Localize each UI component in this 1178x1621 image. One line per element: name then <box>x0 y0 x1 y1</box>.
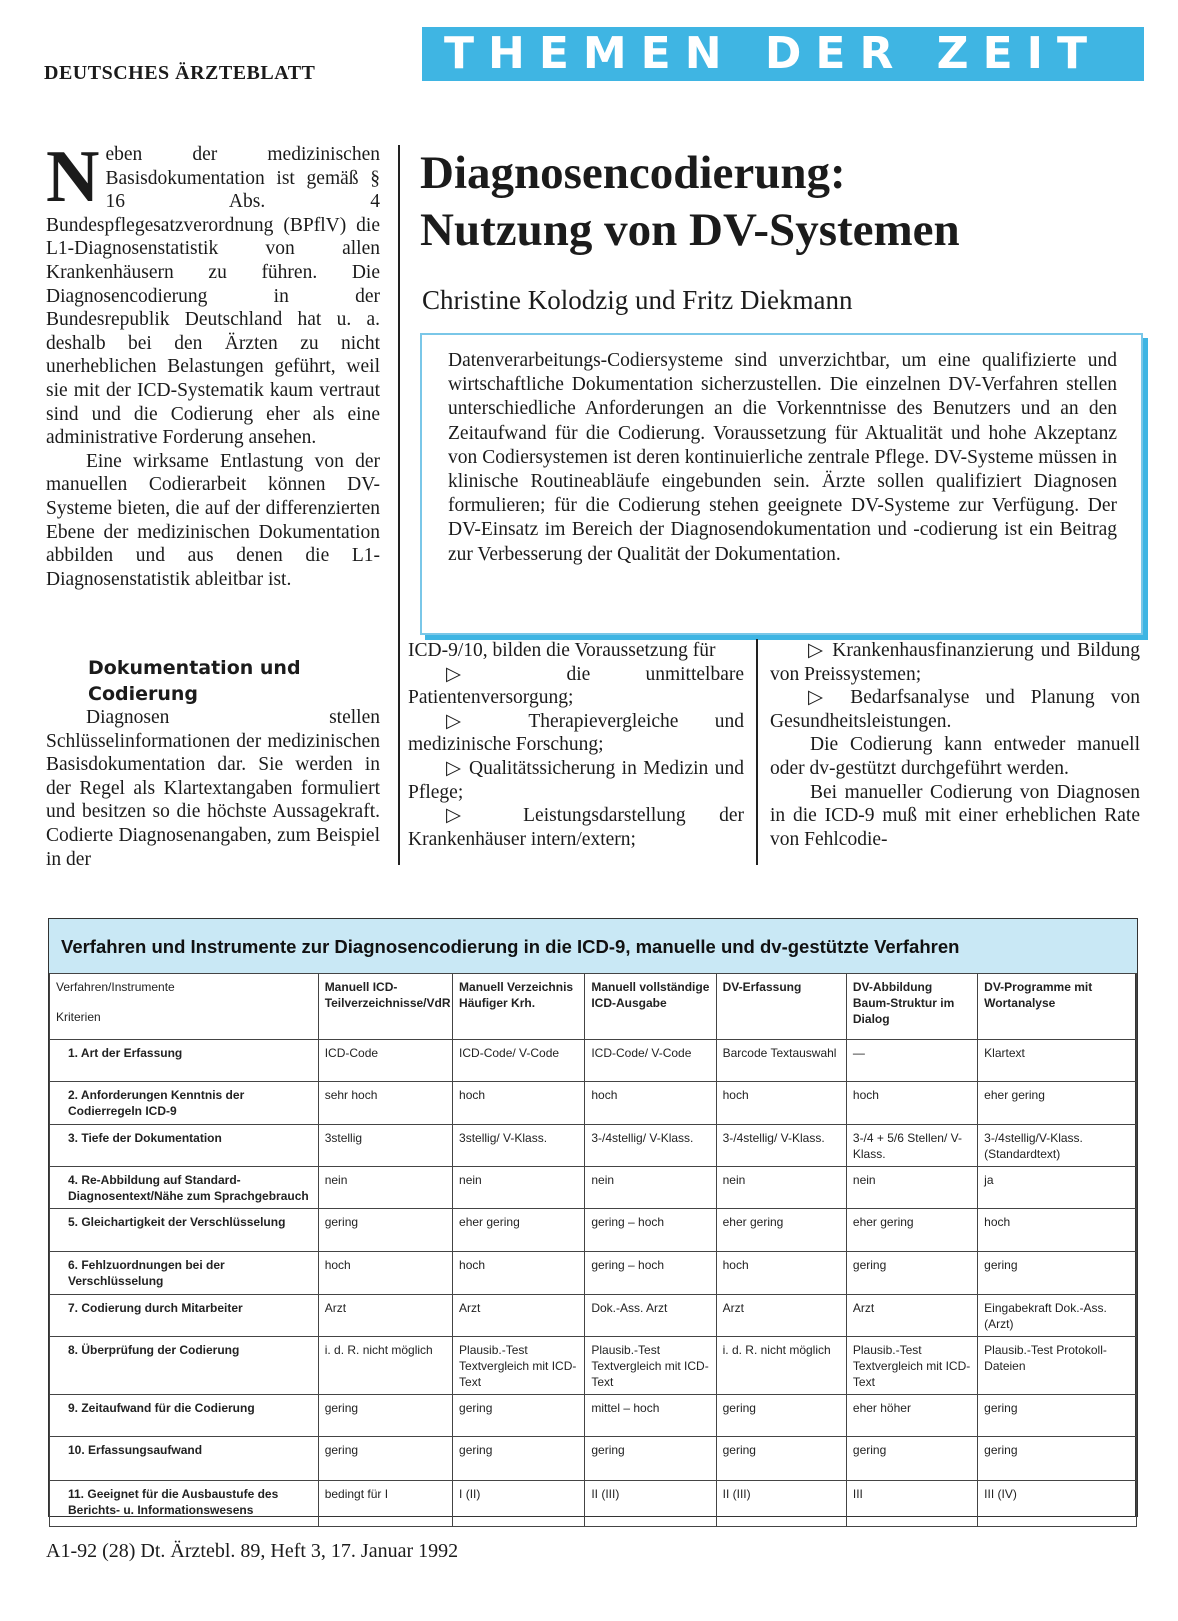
table-cell: i. d. R. nicht möglich <box>318 1337 452 1395</box>
table-cell: Barcode Textauswahl <box>716 1040 846 1082</box>
section-heading <box>88 655 301 707</box>
table-row <box>50 1040 1137 1082</box>
criterion-cell: 7. Codierung durch Mitarbeiter <box>50 1295 319 1337</box>
table-cell: hoch <box>585 1082 716 1125</box>
criterion-cell: 6. Fehlzuordnungen bei der Verschlüsselung <box>50 1252 319 1295</box>
criterion-cell: 11. Geeignet für die Ausbaustufe des Berichts- u. Informationswesens <box>50 1481 319 1527</box>
criterion-cell: 5. Gleichartigkeit der Verschlüsselung <box>50 1209 319 1252</box>
table-cell: hoch <box>318 1252 452 1295</box>
article-title <box>420 145 1150 259</box>
criterion-cell: 4. Re-Abbildung auf Standard-Diagnosentext/Nähe zum Sprachgebrauch <box>50 1167 319 1209</box>
table-cell: i. d. R. nicht möglich <box>716 1337 846 1395</box>
table-cell: II (III) <box>716 1481 846 1527</box>
criterion-cell: 10. Erfassungsaufwand <box>50 1437 319 1481</box>
table-row <box>50 1252 1137 1295</box>
column-header: DV-Erfassung <box>716 974 846 1040</box>
table-cell: hoch <box>846 1082 977 1125</box>
table-cell: II (III) <box>585 1481 716 1527</box>
table-row <box>50 1437 1137 1481</box>
abstract-box: Datenverarbeitungs-Codiersysteme sind unverzichtbar, um eine qualifizierte und wirtschaftliche Dokumentation sicherzustellen. Die einzelnen DV-Verfahren stellen unterschiedliche Anforderungen an die Vorkenntnisse des Benutzers und an den Zeitaufwand für die Codierung. Voraussetzung für Aktualität und hohe Akzeptanz von Codiersystemen ist deren kontinuierliche zentrale Pflege. DV-Systeme müssen in klinische Routineabläufe eingebunden sein. Ärzte sollen qualifiziert Diagnosen formulieren; für die Codierung stehen geeignete DV-Systeme zur Verfügung. Der DV-Einsatz im Bereich der Diagnosendokumentation und -codierung ist ein Beitrag zur Verbesserung der Qualität der Dokumentation. <box>420 333 1143 635</box>
bullet-item: ▷ Qualitätssicherung in Medizin und Pflege; <box>408 757 744 803</box>
column-rule <box>756 639 758 865</box>
dropcap: N <box>46 136 100 218</box>
table-cell: hoch <box>716 1252 846 1295</box>
title-line: Nutzung von DV-Systemen <box>420 204 960 256</box>
table-grid <box>49 973 1137 1527</box>
table-cell: eher gering <box>846 1209 977 1252</box>
paragraph: Bei manueller Codierung von Diagnosen in die ICD-9 muß mit einer erheblichen Rate von Fehlcodie- <box>770 781 1140 850</box>
table-cell: Arzt <box>318 1295 452 1337</box>
table-cell: Dok.-Ass. Arzt <box>585 1295 716 1337</box>
table-cell: nein <box>716 1167 846 1209</box>
criterion-cell: 9. Zeitaufwand für die Codierung <box>50 1395 319 1437</box>
table-cell: gering <box>978 1395 1137 1437</box>
table-cell: 3stellig/ V-Klass. <box>453 1125 585 1167</box>
section-heading-line: Codierung <box>88 683 199 705</box>
table-row <box>50 1481 1137 1527</box>
table-cell: Klartext <box>978 1040 1137 1082</box>
table-header-row <box>50 974 1137 1040</box>
table-cell: ICD-Code <box>318 1040 452 1082</box>
table-cell: Plausib.-Test Textvergleich mit ICD-Text <box>453 1337 585 1395</box>
title-line: Diagnosencodierung: <box>420 147 846 199</box>
table-cell: hoch <box>453 1252 585 1295</box>
corner-label-top: Verfahren/Instrumente <box>56 980 175 994</box>
table-cell: Plausib.-Test Textvergleich mit ICD-Text <box>585 1337 716 1395</box>
bullet-item: ▷ Leistungsdarstellung der Krankenhäuser intern/extern; <box>408 805 744 850</box>
section-banner: THEMEN DER ZEIT <box>422 27 1144 81</box>
section-heading-line: Dokumentation und <box>88 657 301 679</box>
table-cell: gering <box>716 1395 846 1437</box>
table-cell: ICD-Code/ V-Code <box>453 1040 585 1082</box>
paragraph: ICD-9/10, bilden die Voraussetzung für <box>408 640 716 661</box>
table-cell: Arzt <box>716 1295 846 1337</box>
corner-label-bottom: Kriterien <box>56 1010 101 1024</box>
table-cell: hoch <box>716 1082 846 1125</box>
bullet-item: ▷ die unmittelbare Patientenversorgung; <box>408 663 744 709</box>
table-cell: ja <box>978 1167 1137 1209</box>
table-cell: Eingabekraft Dok.-Ass. (Arzt) <box>978 1295 1137 1337</box>
column-header: Manuell Verzeichnis Häufiger Krh. <box>453 974 585 1040</box>
page-footer: A1-92 (28) Dt. Ärztebl. 89, Heft 3, 17. Januar 1992 <box>46 1540 459 1562</box>
table-cell: 3-/4 + 5/6 Stellen/ V-Klass. <box>846 1125 977 1167</box>
table-cell: 3-/4stellig/ V-Klass. <box>716 1125 846 1167</box>
publication-name: DEUTSCHES ÄRZTEBLATT <box>44 62 316 84</box>
table-cell: bedingt für I <box>318 1481 452 1527</box>
column-header: Manuell vollständige ICD-Ausgabe <box>585 974 716 1040</box>
table-cell: 3-/4stellig/V-Klass. (Standardtext) <box>978 1125 1137 1167</box>
table-corner <box>50 974 319 1040</box>
table-cell: gering <box>978 1437 1137 1481</box>
table-cell: gering <box>318 1209 452 1252</box>
table-row <box>50 1125 1137 1167</box>
table-cell: nein <box>846 1167 977 1209</box>
table-cell: ICD-Code/ V-Code <box>585 1040 716 1082</box>
table-cell: eher gering <box>978 1082 1137 1125</box>
table-cell: nein <box>585 1167 716 1209</box>
column-header: Manuell ICD-Teilverzeichnisse/VdR <box>318 974 452 1040</box>
table-cell: gering <box>318 1437 452 1481</box>
table-cell: gering <box>716 1437 846 1481</box>
column-header: DV-Abbildung Baum-Struktur im Dialog <box>846 974 977 1040</box>
table-cell: gering <box>318 1395 452 1437</box>
paragraph: Eine wirksame Entlastung von der manuellen Codierarbeit können DV-Systeme bieten, die auf der differenzierten Ebene der medizinischen Dokumentation abbilden und aus denen die L1-Diagnosenstatistik ableitbar ist. <box>46 450 380 590</box>
column-2 <box>408 639 744 851</box>
paragraph: Diagnosen stellen Schlüsselinformationen der medizinischen Basisdokumentation dar. Sie werden in der Regel als Klartextangaben formuliert und besitzen so die höchste Aussagekraft. Codierte Diagnosenangaben, zum Beispiel in der <box>46 707 380 870</box>
table-cell: gering – hoch <box>585 1252 716 1295</box>
column-header: DV-Programme mit Wortanalyse <box>978 974 1137 1040</box>
table-row <box>50 1082 1137 1125</box>
table-cell: gering <box>978 1252 1137 1295</box>
comparison-table <box>48 918 1138 1517</box>
table-cell: gering <box>453 1437 585 1481</box>
table-cell: hoch <box>453 1082 585 1125</box>
table-cell: eher höher <box>846 1395 977 1437</box>
table-cell: gering <box>585 1437 716 1481</box>
intro-paragraph: eben der medizinischen Basisdokumentation ist gemäß § 16 Abs. 4 Bundespflegesatzverordnung (BPflV) die L1-Diagnosenstatistik von allen Krankenhäusern zu führen. Die Diagnosencodierung in der Bundesrepublik Deutschland hat u. a. deshalb bei den Ärzten zu nicht unerheblichen Belastungen geführt, weil sie mit der ICD-Systematik kaum vertraut sind und die Codierung eher als eine administrative Forderung ansehen. <box>46 144 380 449</box>
table-row <box>50 1295 1137 1337</box>
table-cell: III <box>846 1481 977 1527</box>
column-1 <box>46 136 380 591</box>
table-cell: 3stellig <box>318 1125 452 1167</box>
table-cell: gering <box>846 1437 977 1481</box>
table-cell: gering <box>846 1252 977 1295</box>
column-3 <box>770 639 1140 851</box>
criterion-cell: 2. Anforderungen Kenntnis der Codierregeln ICD-9 <box>50 1082 319 1125</box>
table-row <box>50 1395 1137 1437</box>
bullet-item: ▷ Krankenhausfinanzierung und Bildung von Preissystemen; <box>770 640 1140 685</box>
authors: Christine Kolodzig und Fritz Diekmann <box>422 285 853 315</box>
table-cell: gering <box>453 1395 585 1437</box>
column-1-continued <box>46 706 380 871</box>
table-cell: III (IV) <box>978 1481 1137 1527</box>
table-cell: 3-/4stellig/ V-Klass. <box>585 1125 716 1167</box>
table-cell: nein <box>318 1167 452 1209</box>
criterion-cell: 3. Tiefe der Dokumentation <box>50 1125 319 1167</box>
table-cell: mittel – hoch <box>585 1395 716 1437</box>
table-cell: gering – hoch <box>585 1209 716 1252</box>
table-cell: eher gering <box>716 1209 846 1252</box>
column-rule <box>398 145 400 865</box>
table-cell: I (II) <box>453 1481 585 1527</box>
table-row <box>50 1209 1137 1252</box>
paragraph: Die Codierung kann entweder manuell oder dv-gestützt durchgeführt werden. <box>770 734 1140 779</box>
table-row <box>50 1337 1137 1395</box>
table-cell: eher gering <box>453 1209 585 1252</box>
table-cell: sehr hoch <box>318 1082 452 1125</box>
criterion-cell: 1. Art der Erfassung <box>50 1040 319 1082</box>
bullet-item: ▷ Therapievergleiche und medizinische Forschung; <box>408 710 744 756</box>
bullet-item: ▷ Bedarfsanalyse und Planung von Gesundheitsleistungen. <box>770 687 1140 732</box>
criterion-cell: 8. Überprüfung der Codierung <box>50 1337 319 1395</box>
table-cell: Plausib.-Test Protokoll-Dateien <box>978 1337 1137 1395</box>
table-cell: — <box>846 1040 977 1082</box>
table-cell: nein <box>453 1167 585 1209</box>
table-title: Verfahren und Instrumente zur Diagnosencodierung in die ICD-9, manuelle und dv-gestützte Verfahren <box>61 936 960 957</box>
table-title-band <box>49 919 1137 973</box>
table-cell: hoch <box>978 1209 1137 1252</box>
table-row <box>50 1167 1137 1209</box>
table-cell: Arzt <box>846 1295 977 1337</box>
table-cell: Arzt <box>453 1295 585 1337</box>
table-cell: Plausib.-Test Textvergleich mit ICD-Text <box>846 1337 977 1395</box>
